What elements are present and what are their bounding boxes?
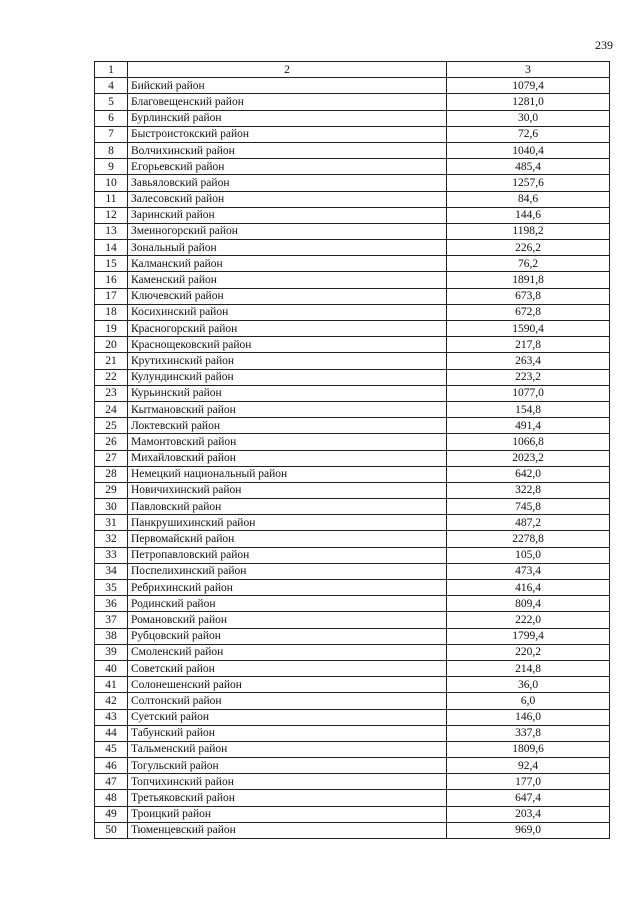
value-cell: 491,4 (447, 418, 610, 434)
row-number-cell: 41 (95, 677, 128, 693)
district-name-cell: Змеиногорский район (128, 223, 447, 239)
value-cell: 1590,4 (447, 321, 610, 337)
value-cell: 1066,8 (447, 434, 610, 450)
value-cell: 72,6 (447, 126, 610, 142)
row-number-cell: 34 (95, 563, 128, 579)
district-name-cell: Третьяковский район (128, 790, 447, 806)
row-number-cell: 26 (95, 434, 128, 450)
value-cell: 144,6 (447, 207, 610, 223)
value-cell: 92,4 (447, 758, 610, 774)
row-number-cell: 45 (95, 741, 128, 757)
row-number-cell: 31 (95, 515, 128, 531)
table-row (95, 774, 610, 790)
table-row (95, 693, 610, 709)
district-name-cell: Павловский район (128, 499, 447, 515)
row-number-cell: 47 (95, 774, 128, 790)
table-row (95, 94, 610, 110)
row-number-cell: 20 (95, 337, 128, 353)
value-cell: 647,4 (447, 790, 610, 806)
table-header-row (95, 62, 610, 78)
row-number-cell: 5 (95, 94, 128, 110)
table-row (95, 580, 610, 596)
table-row (95, 596, 610, 612)
value-cell: 220,2 (447, 644, 610, 660)
row-number-cell: 50 (95, 822, 128, 838)
district-name-cell: Локтевский район (128, 418, 447, 434)
value-cell: 2023,2 (447, 450, 610, 466)
row-number-cell: 22 (95, 369, 128, 385)
row-number-cell: 37 (95, 612, 128, 628)
district-name-cell: Каменский район (128, 272, 447, 288)
table-row (95, 482, 610, 498)
row-number-cell: 4 (95, 78, 128, 94)
table-row (95, 126, 610, 142)
value-cell: 487,2 (447, 515, 610, 531)
table-row (95, 725, 610, 741)
district-name-cell: Первомайский район (128, 531, 447, 547)
header-cell-col-1: 1 (95, 62, 128, 78)
value-cell: 263,4 (447, 353, 610, 369)
row-number-cell: 10 (95, 175, 128, 191)
row-number-cell: 21 (95, 353, 128, 369)
table-row (95, 806, 610, 822)
value-cell: 1198,2 (447, 223, 610, 239)
value-cell: 30,0 (447, 110, 610, 126)
row-number-cell: 12 (95, 207, 128, 223)
row-number-cell: 42 (95, 693, 128, 709)
row-number-cell: 27 (95, 450, 128, 466)
row-number-cell: 23 (95, 385, 128, 401)
district-name-cell: Зональный район (128, 240, 447, 256)
data-table (94, 61, 610, 839)
table-row (95, 337, 610, 353)
value-cell: 203,4 (447, 806, 610, 822)
value-cell: 1809,6 (447, 741, 610, 757)
table-row (95, 207, 610, 223)
value-cell: 76,2 (447, 256, 610, 272)
table-row (95, 450, 610, 466)
table-row (95, 612, 610, 628)
row-number-cell: 25 (95, 418, 128, 434)
value-cell: 84,6 (447, 191, 610, 207)
table-row (95, 418, 610, 434)
district-name-cell: Смоленский район (128, 644, 447, 660)
district-name-cell: Бийский район (128, 78, 447, 94)
district-name-cell: Заринский район (128, 207, 447, 223)
row-number-cell: 32 (95, 531, 128, 547)
district-name-cell: Калманский район (128, 256, 447, 272)
row-number-cell: 16 (95, 272, 128, 288)
value-cell: 416,4 (447, 580, 610, 596)
table-row (95, 256, 610, 272)
table-row (95, 758, 610, 774)
district-name-cell: Ребрихинский район (128, 580, 447, 596)
row-number-cell: 29 (95, 482, 128, 498)
row-number-cell: 15 (95, 256, 128, 272)
district-name-cell: Бурлинский район (128, 110, 447, 126)
page-number: 239 (595, 38, 613, 52)
district-name-cell: Суетский район (128, 709, 447, 725)
district-name-cell: Петропавловский район (128, 547, 447, 563)
value-cell: 2278,8 (447, 531, 610, 547)
district-name-cell: Поспелихинский район (128, 563, 447, 579)
header-cell-col-3: 3 (447, 62, 610, 78)
value-cell: 217,8 (447, 337, 610, 353)
row-number-cell: 49 (95, 806, 128, 822)
value-cell: 154,8 (447, 401, 610, 417)
table-row (95, 709, 610, 725)
district-name-cell: Мамонтовский район (128, 434, 447, 450)
header-cell-col-2: 2 (128, 62, 447, 78)
district-name-cell: Кулундинский район (128, 369, 447, 385)
district-name-cell: Крутихинский район (128, 353, 447, 369)
row-number-cell: 19 (95, 321, 128, 337)
district-name-cell: Ключевский район (128, 288, 447, 304)
district-name-cell: Немецкий национальный район (128, 466, 447, 482)
value-cell: 105,0 (447, 547, 610, 563)
district-name-cell: Троицкий район (128, 806, 447, 822)
table-row (95, 499, 610, 515)
district-name-cell: Курьинский район (128, 385, 447, 401)
row-number-cell: 9 (95, 159, 128, 175)
value-cell: 473,4 (447, 563, 610, 579)
table-row (95, 660, 610, 676)
district-name-cell: Новичихинский район (128, 482, 447, 498)
value-cell: 337,8 (447, 725, 610, 741)
table-row (95, 191, 610, 207)
row-number-cell: 8 (95, 142, 128, 158)
district-name-cell: Косихинский район (128, 304, 447, 320)
row-number-cell: 11 (95, 191, 128, 207)
row-number-cell: 6 (95, 110, 128, 126)
table-row (95, 110, 610, 126)
row-number-cell: 35 (95, 580, 128, 596)
value-cell: 222,0 (447, 612, 610, 628)
table-row (95, 321, 610, 337)
row-number-cell: 24 (95, 401, 128, 417)
value-cell: 214,8 (447, 660, 610, 676)
table-body (95, 62, 610, 839)
district-name-cell: Быстроистокский район (128, 126, 447, 142)
table-row (95, 353, 610, 369)
district-name-cell: Солтонский район (128, 693, 447, 709)
table-row (95, 223, 610, 239)
value-cell: 226,2 (447, 240, 610, 256)
district-name-cell: Красногорский район (128, 321, 447, 337)
table-row (95, 304, 610, 320)
row-number-cell: 39 (95, 644, 128, 660)
value-cell: 146,0 (447, 709, 610, 725)
district-name-cell: Залесовский район (128, 191, 447, 207)
value-cell: 1799,4 (447, 628, 610, 644)
table-row (95, 515, 610, 531)
value-cell: 1079,4 (447, 78, 610, 94)
value-cell: 672,8 (447, 304, 610, 320)
value-cell: 1040,4 (447, 142, 610, 158)
table-row (95, 547, 610, 563)
value-cell: 36,0 (447, 677, 610, 693)
value-cell: 322,8 (447, 482, 610, 498)
district-name-cell: Топчихинский район (128, 774, 447, 790)
value-cell: 642,0 (447, 466, 610, 482)
table-row (95, 369, 610, 385)
table-row (95, 288, 610, 304)
value-cell: 673,8 (447, 288, 610, 304)
row-number-cell: 13 (95, 223, 128, 239)
value-cell: 1257,6 (447, 175, 610, 191)
district-name-cell: Волчихинский район (128, 142, 447, 158)
row-number-cell: 44 (95, 725, 128, 741)
row-number-cell: 36 (95, 596, 128, 612)
district-name-cell: Солонешенский район (128, 677, 447, 693)
district-name-cell: Панкрушихинский район (128, 515, 447, 531)
row-number-cell: 7 (95, 126, 128, 142)
row-number-cell: 30 (95, 499, 128, 515)
district-name-cell: Романовский район (128, 612, 447, 628)
table-row (95, 175, 610, 191)
value-cell: 485,4 (447, 159, 610, 175)
district-name-cell: Тюменцевский район (128, 822, 447, 838)
district-name-cell: Родинский район (128, 596, 447, 612)
value-cell: 1077,0 (447, 385, 610, 401)
district-name-cell: Советский район (128, 660, 447, 676)
value-cell: 809,4 (447, 596, 610, 612)
table-row (95, 677, 610, 693)
row-number-cell: 28 (95, 466, 128, 482)
row-number-cell: 48 (95, 790, 128, 806)
table-row (95, 531, 610, 547)
district-name-cell: Егорьевский район (128, 159, 447, 175)
table-row (95, 628, 610, 644)
row-number-cell: 46 (95, 758, 128, 774)
row-number-cell: 38 (95, 628, 128, 644)
table-row (95, 272, 610, 288)
row-number-cell: 33 (95, 547, 128, 563)
district-name-cell: Краснощековский район (128, 337, 447, 353)
value-cell: 1891,8 (447, 272, 610, 288)
table-row (95, 78, 610, 94)
row-number-cell: 17 (95, 288, 128, 304)
district-name-cell: Рубцовский район (128, 628, 447, 644)
row-number-cell: 40 (95, 660, 128, 676)
row-number-cell: 18 (95, 304, 128, 320)
district-name-cell: Михайловский район (128, 450, 447, 466)
district-name-cell: Тальменский район (128, 741, 447, 757)
table-row (95, 142, 610, 158)
value-cell: 1281,0 (447, 94, 610, 110)
value-cell: 177,0 (447, 774, 610, 790)
district-name-cell: Табунский район (128, 725, 447, 741)
table-row (95, 434, 610, 450)
table-row (95, 240, 610, 256)
table-row (95, 385, 610, 401)
value-cell: 745,8 (447, 499, 610, 515)
row-number-cell: 14 (95, 240, 128, 256)
table-row (95, 741, 610, 757)
value-cell: 6,0 (447, 693, 610, 709)
value-cell: 969,0 (447, 822, 610, 838)
table-row (95, 644, 610, 660)
district-name-cell: Благовещенский район (128, 94, 447, 110)
table-row (95, 822, 610, 838)
table-row (95, 790, 610, 806)
table-row (95, 466, 610, 482)
district-name-cell: Тогульский район (128, 758, 447, 774)
table-row (95, 159, 610, 175)
value-cell: 223,2 (447, 369, 610, 385)
table-row (95, 563, 610, 579)
district-name-cell: Кытмановский район (128, 401, 447, 417)
row-number-cell: 43 (95, 709, 128, 725)
table-row (95, 401, 610, 417)
district-name-cell: Завьяловский район (128, 175, 447, 191)
